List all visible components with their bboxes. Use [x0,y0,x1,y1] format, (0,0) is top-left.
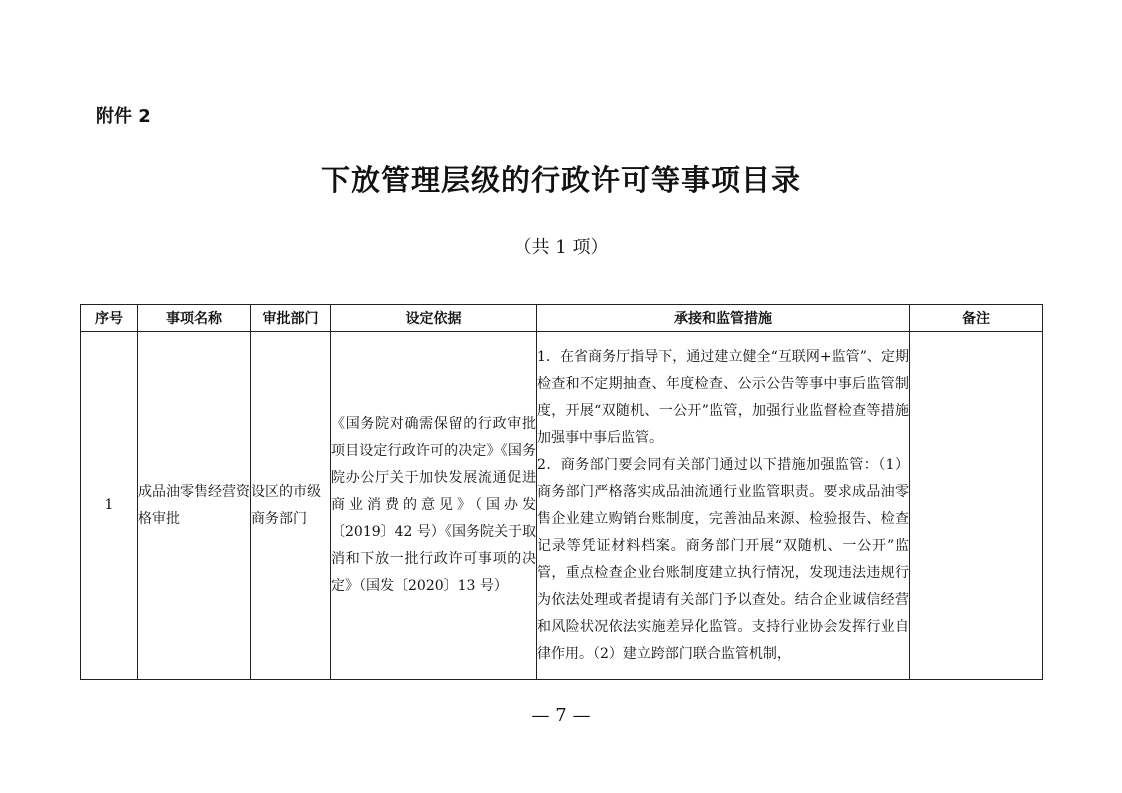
table-row [81,332,1043,680]
cell-dept: 设区的市级商务部门 [251,332,331,680]
cell-remarks [910,332,1043,680]
header-basis: 设定依据 [331,305,537,332]
header-name: 事项名称 [138,305,251,332]
cell-measures [537,332,910,680]
cell-item-name: 成品油零售经营资格审批 [138,332,251,680]
document-title: 下放管理层级的行政许可等事项目录 [320,163,801,197]
page-number: — 7 — [531,705,591,726]
table-header-row [81,305,1043,332]
header-measures: 承接和监管措施 [537,305,910,332]
header-seq: 序号 [81,305,138,332]
cell-seq: 1 [81,332,138,680]
header-remarks: 备注 [910,305,1043,332]
catalog-table [80,304,1043,680]
attachment-label: 附件 2 [96,106,151,127]
measure-paragraph-2: 2．商务部门要会同有关部门通过以下措施加强监管：（1）商务部门严格落实成品油流通行业监管职责。要求成品油零售企业建立购销台账制度，完善油品来源、检验报告、检查记录等凭证材料档案。商务部门开展“双随机、一公开”监管，重点检查企业台账制度建立执行情况，发现违法违规行为依法处理或者提请有关部门予以查处。结合企业诚信经营和风险状况依法实施差异化监管。支持行业协会发挥行业自律作用。（2）建立跨部门联合监管机制， [537,456,909,662]
item-count: （共 1 项） [513,237,609,258]
measure-paragraph-1: 1．在省商务厅指导下，通过建立健全“互联网+监管”、定期检查和不定期抽查、年度检查、公示公告等事中事后监管制度，开展“双随机、一公开”监管，加强行业监督检查等措施加强事中事后监管。 [537,348,909,446]
header-dept: 审批部门 [251,305,331,332]
cell-basis: 《国务院对确需保留的行政审批项目设定行政许可的决定》《国务院办公厅关于加快发展流通促进商业消费的意见》（国办发〔2019〕42 号）《国务院关于取消和下放一批行政许可事项的决定》（国发〔2020〕13 号） [331,332,537,680]
